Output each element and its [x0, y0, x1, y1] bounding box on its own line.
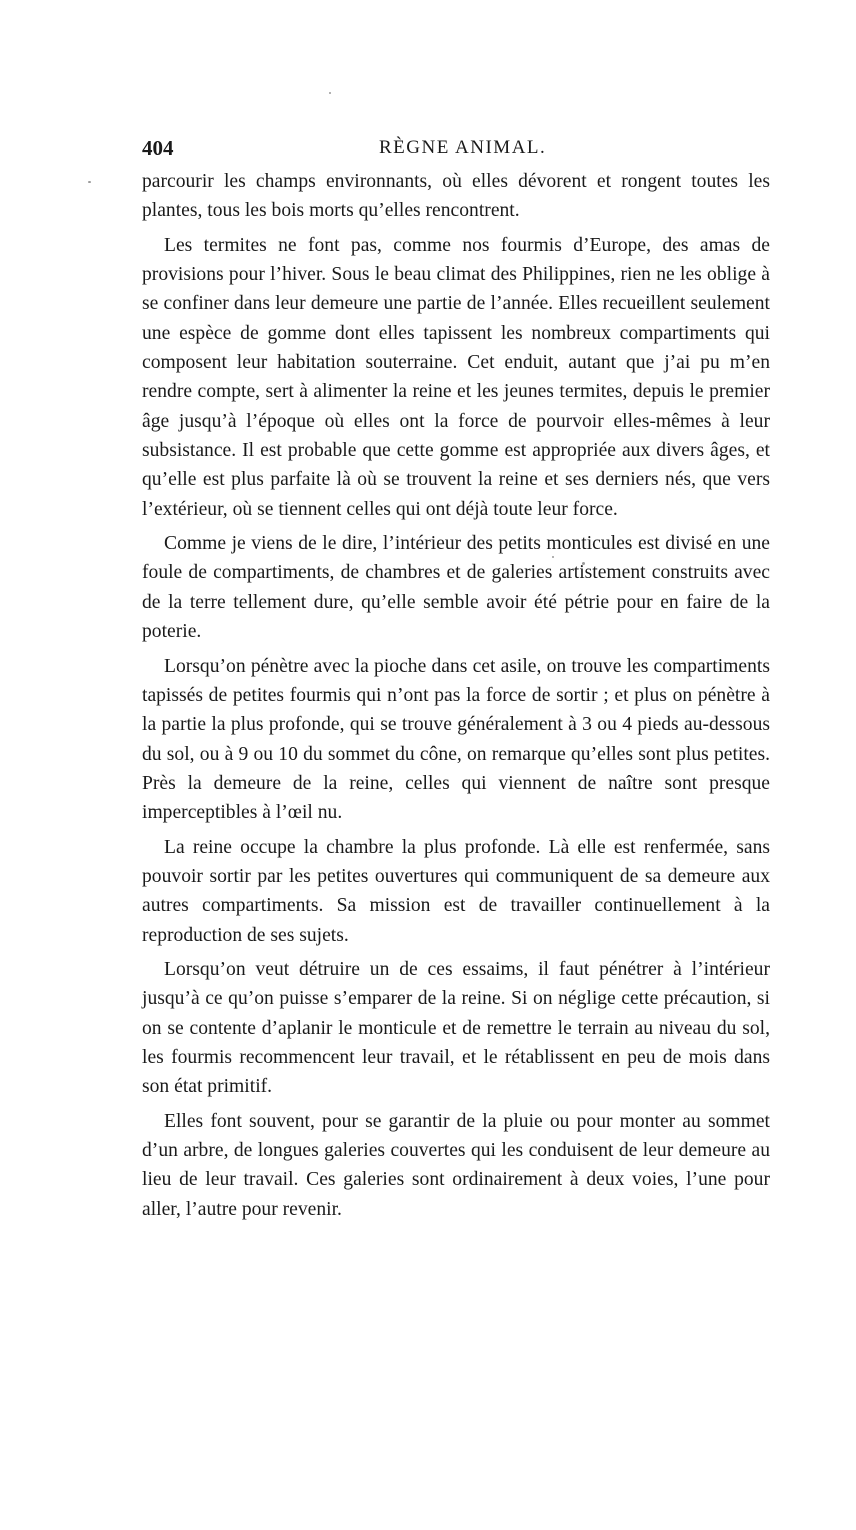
paper-speck [329, 92, 331, 94]
page-header [142, 136, 770, 166]
page-number: 404 [142, 136, 174, 160]
paragraph: Les termites ne font pas, comme nos fourmis d’Europe, des amas de provisions pour l’hiver. Sous le beau climat des Philippines, rien ne les oblige à se confiner dans leur demeure une partie de l’année. Elles recueillent seulement une espèce de gomme dont elles tapissent les nombreux compartiments qui composent leur habitation souterraine. Cet enduit, autant que j’ai pu m’en rendre compte, sert à alimenter la reine et les jeunes termites, depuis le premier âge jusqu’à l’époque où elles ont la force de pourvoir elles-mêmes à leur subsistance. Il est probable que cette gomme est appropriée aux divers âges, et qu’elle est plus parfaite là où se trouvent la reine et ses derniers nés, que vers l’extérieur, où se tiennent celles qui ont déjà toute leur force. [142, 234, 770, 520]
body-text [142, 167, 770, 1229]
paragraph-continued: parcourir les champs environnants, où elles dévorent et rongent toutes les plantes, tous les bois morts qu’elles rencontrent. [142, 171, 770, 222]
paragraph: Lorsqu’on veut détruire un de ces essaims, il faut pénétrer à l’intérieur jusqu’à ce qu’on puisse s’emparer de la reine. Si on néglige cette précaution, si on se contente d’aplanir le monticule et de remettre le terrain au niveau du sol, les fourmis recommencent leur travail, et le rétablissent en peu de mois dans son état primitif. [142, 958, 770, 1098]
paper-speck [88, 181, 91, 183]
running-title: RÈGNE ANIMAL. [379, 137, 547, 158]
paragraph: La reine occupe la chambre la plus profonde. Là elle est renfermée, sans pouvoir sortir par les petites ouvertures qui communiquent de sa demeure aux autres compartiments. Sa mission est de travailler continuellement à la reproduction de ses sujets. [142, 836, 770, 946]
paragraph: Lorsqu’on pénètre avec la pioche dans cet asile, on trouve les compartiments tapissés de petites fourmis qui n’ont pas la force de sortir ; et plus on pénètre à la partie la plus profonde, qui se trouve généralement à 3 ou 4 pieds au-dessous du sol, ou à 9 ou 10 du sommet du cône, on remarque qu’elles sont plus petites. Près la demeure de la reine, celles qui viennent de naître sont presque imperceptibles à l’œil nu. [142, 655, 770, 824]
paragraph: Elles font souvent, pour se garantir de la pluie ou pour monter au sommet d’un arbre, de longues galeries couvertes qui les conduisent de leur demeure au lieu de leur travail. Ces galeries sont ordinairement à deux voies, l’une pour aller, l’autre pour revenir. [142, 1110, 770, 1220]
paragraph: Comme je viens de le dire, l’intérieur des petits monticules est divisé en une foule de compartiments, de chambres et de galeries artistement construits avec de la terre tellement dure, qu’elle semble avoir été pétrie pour en faire de la poterie. [142, 533, 770, 643]
